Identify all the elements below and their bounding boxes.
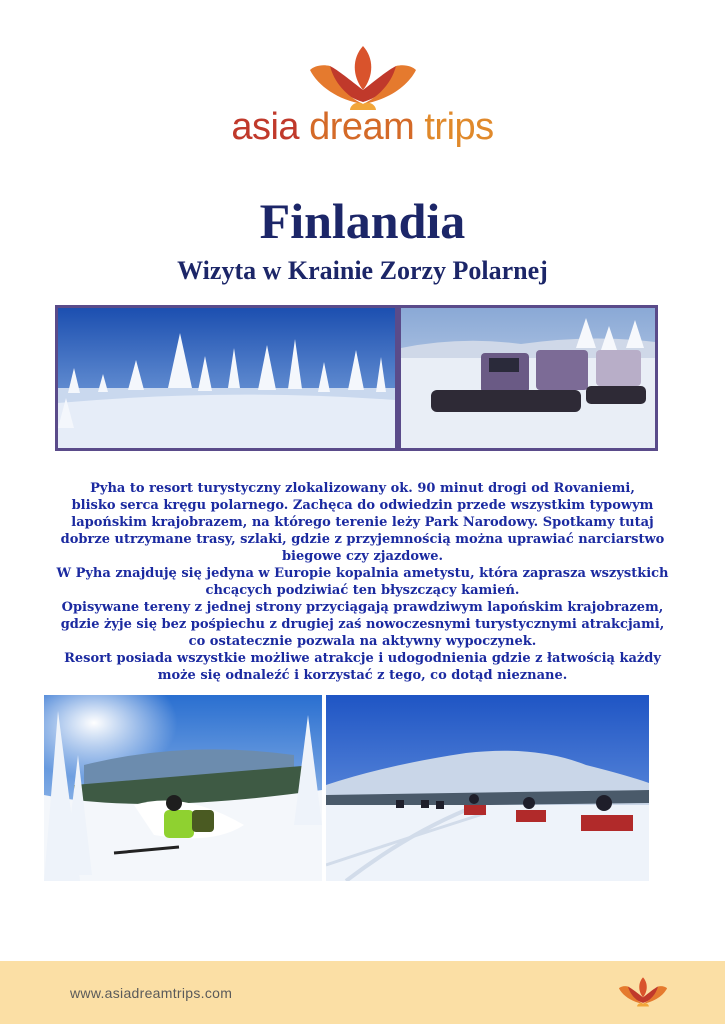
snow-forest-photo [58,308,395,448]
footer-bar [0,961,725,1024]
snowcat-vehicle-photo [401,308,655,448]
top-photo-strip [55,305,658,451]
description-line: co ostatecznie pozwala na aktywny wypoczynek. [188,634,537,649]
page-title: Finlandia [259,193,466,249]
page-subtitle: Wizyta w Krainie Zorzy Polarnej [177,256,548,285]
snowmobiles-photo [326,695,649,881]
description-line: może się odnaleźć i korzystać z tego, co dotąd nieznane. [157,668,568,683]
description-line: W Pyha znajduję się jedyna w Europie kopalnia ametystu, która zaprasza wszystkich [56,566,669,581]
description-line: biegowe czy zjazdowe. [281,549,444,564]
description-line: Opisywane tereny z jednej strony przyciągają prawdziwym lapońskim krajobrazem, [61,600,664,615]
description-line: blisko serca kręgu polarnego. Zachęca do odwiedzin przede wszystkim typowym [71,498,654,513]
brand-wordmark [0,106,725,149]
skier-photo [44,695,322,881]
description-text [40,480,685,684]
description-line: Pyha to resort turystyczny zlokalizowany ok. 90 minut drogi od Rovaniemi, [90,481,635,496]
description-line: chcących podziwiać ten błyszczący kamień. [205,583,520,598]
lotus-logo-icon [308,40,418,112]
brand-word-dream: dream [309,106,415,148]
brand-word-trips: trips [424,106,494,148]
lotus-footer-icon [618,973,668,1009]
description-line: dobrze utrzymane trasy, szlaki, gdzie z przyjemnością można uprawiać narciarstwo [60,532,665,547]
description-line: lapońskim krajobrazem, na którego terenie leży Park Narodowy. Spotkamy tutaj [71,515,654,530]
website-link[interactable]: www.asiadreamtrips.com [70,985,233,1001]
description-line: gdzie żyje się bez pośpiechu z drugiej zaś nowoczesnymi turystycznymi atrakcjami, [60,617,665,632]
brand-logo [0,40,725,150]
description-line: Resort posiada wszystkie możliwe atrakcje i udogodnienia gdzie z łatwością każdy [64,651,661,666]
brand-word-asia: asia [231,106,300,148]
